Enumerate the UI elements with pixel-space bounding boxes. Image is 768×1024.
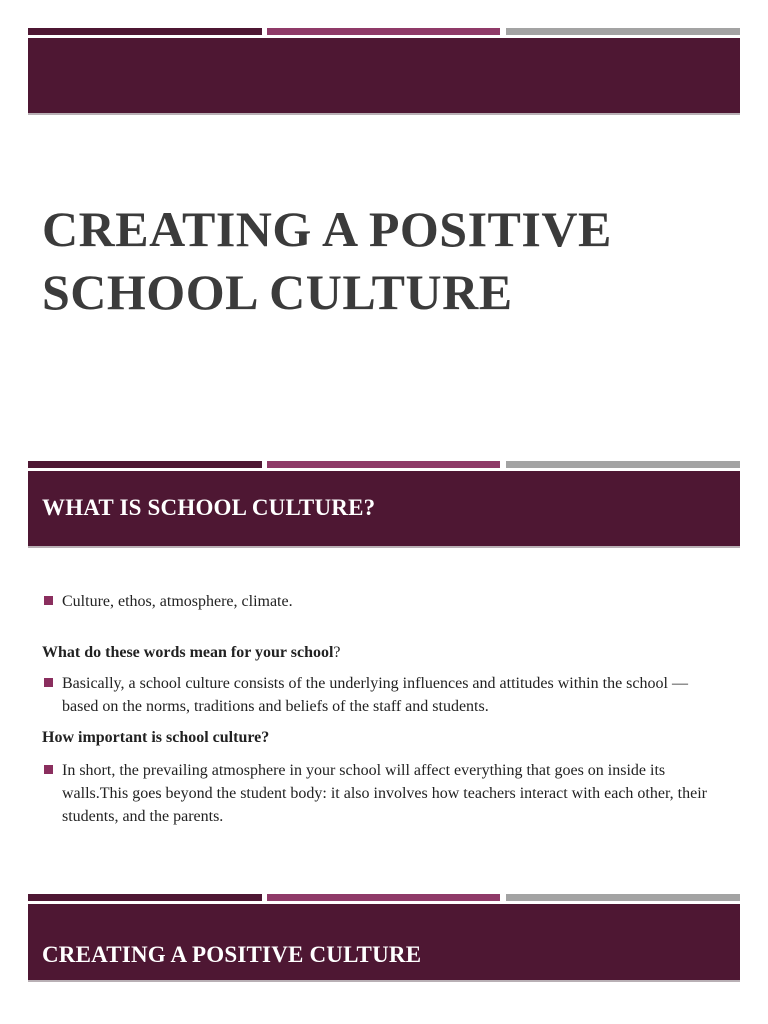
stripe-mid: [267, 28, 500, 35]
stripe-mid: [267, 894, 500, 901]
slide2-heading: WHAT IS SCHOOL CULTURE?: [42, 495, 376, 520]
stripe-grey: [506, 461, 740, 468]
slide2-header-band: [28, 471, 740, 548]
bullet-text: In short, the prevailing atmosphere in your school will affect everything that goes on inside its walls.This goes beyond the student body: it also involves how teachers interact with each other, their students, and the parents.: [62, 762, 707, 825]
slide3-heading: CREATING A POSITIVE CULTURE: [42, 942, 422, 967]
stripe-dark: [28, 28, 262, 35]
bullet-item: [42, 590, 722, 613]
slide1-title-line2: SCHOOL CULTURE: [42, 264, 513, 320]
bullet-text: Culture, ethos, atmosphere, climate.: [62, 593, 293, 610]
question-bold: What do these words mean for your school: [42, 644, 334, 661]
slide1-accent-stripes: [28, 28, 740, 35]
question-line: [42, 641, 722, 664]
square-bullet-icon: [44, 596, 53, 605]
bullet-text: Basically, a school culture consists of the underlying influences and attitudes within the school — based on the norms, traditions and beliefs of the staff and students.: [62, 675, 688, 715]
bullet-item: [42, 759, 722, 828]
question-line: How important is school culture?: [42, 729, 270, 746]
slide2-content: [42, 590, 722, 828]
stripe-grey: [506, 894, 740, 901]
square-bullet-icon: [44, 765, 53, 774]
slide1-title: [42, 198, 612, 324]
question-end: ?: [333, 644, 341, 661]
slide2-accent-stripes: [28, 461, 740, 468]
slide3-header-band: [28, 904, 740, 982]
stripe-grey: [506, 28, 740, 35]
slide1-title-line1: CREATING A POSITIVE: [42, 201, 612, 257]
stripe-dark: [28, 894, 262, 901]
bullet-item: [42, 672, 722, 718]
square-bullet-icon: [44, 678, 53, 687]
slide3-accent-stripes: [28, 894, 740, 901]
stripe-mid: [267, 461, 500, 468]
stripe-dark: [28, 461, 262, 468]
slide1-header-band: [28, 38, 740, 115]
